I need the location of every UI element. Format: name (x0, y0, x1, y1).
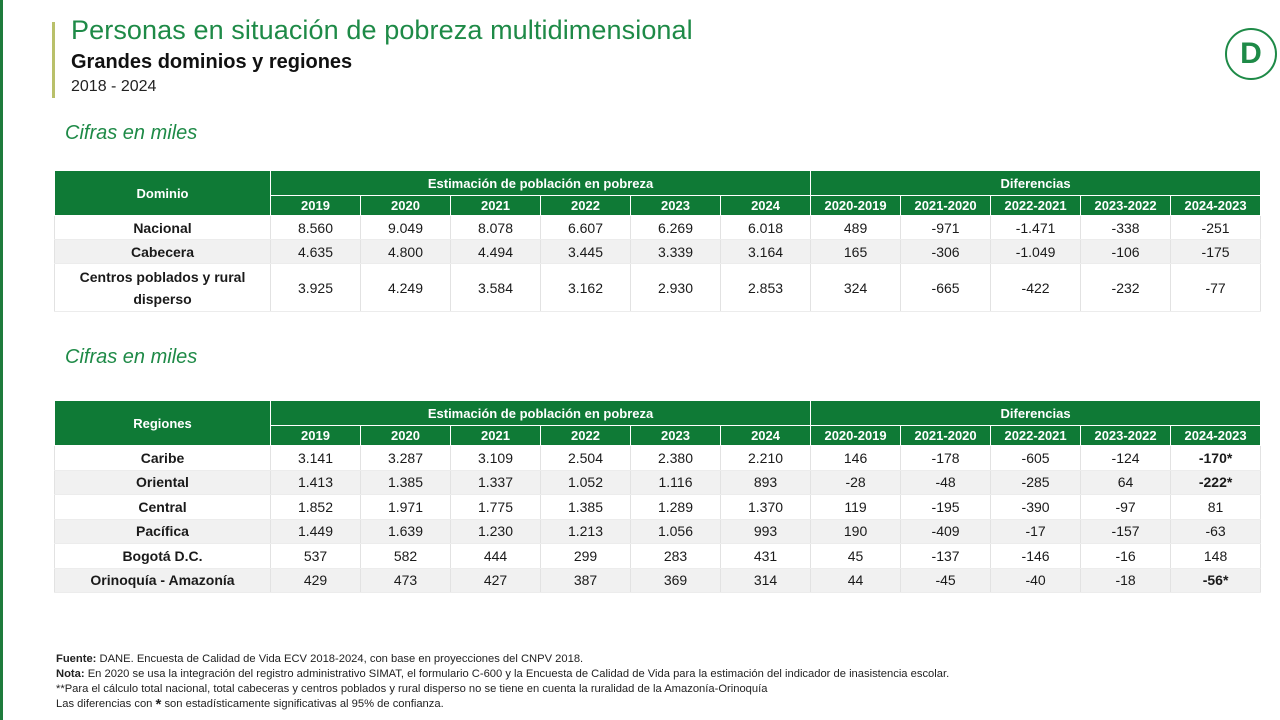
value-cell: 427 (451, 568, 541, 593)
value-cell: 9.049 (361, 216, 451, 240)
row-label: Orinoquía - Amazonía (55, 568, 271, 593)
value-cell: 1.052 (541, 470, 631, 495)
regions-table (54, 400, 1261, 593)
table-row (55, 470, 1261, 495)
difference-cell: -306 (901, 240, 991, 264)
value-cell: 2.930 (631, 264, 721, 312)
difference-cell: -77 (1171, 264, 1261, 312)
note-label: Nota: (56, 668, 85, 680)
value-cell: 1.385 (541, 495, 631, 520)
value-cell: 4.635 (271, 240, 361, 264)
table-row (55, 568, 1261, 593)
difference-cell: 119 (811, 495, 901, 520)
value-cell: 6.607 (541, 216, 631, 240)
value-cell: 1.775 (451, 495, 541, 520)
value-cell: 4.249 (361, 264, 451, 312)
difference-cell: -1.471 (991, 216, 1081, 240)
difference-cell: -18 (1081, 568, 1171, 593)
difference-header: 2021-2020 (901, 426, 991, 446)
note-text: En 2020 se usa la integración del registro administrativo SIMAT, el formulario C-600 y la Encuesta de Calidad de Vida para la estimación del indicador de inasistencia escolar. (84, 668, 950, 680)
value-cell: 429 (271, 568, 361, 593)
difference-cell: 165 (811, 240, 901, 264)
value-cell: 387 (541, 568, 631, 593)
difference-cell: 44 (811, 568, 901, 593)
significance-suffix: son estadísticamente significativas al 95% de confianza. (161, 698, 444, 710)
difference-header: 2023-2022 (1081, 196, 1171, 216)
difference-header: 2022-2021 (991, 196, 1081, 216)
difference-cell: -28 (811, 470, 901, 495)
difference-cell: 190 (811, 519, 901, 544)
difference-cell: -45 (901, 568, 991, 593)
year-header: 2021 (451, 196, 541, 216)
difference-cell: -106 (1081, 240, 1171, 264)
row-label: Bogotá D.C. (55, 544, 271, 569)
value-cell: 582 (361, 544, 451, 569)
value-cell: 1.449 (271, 519, 361, 544)
difference-cell: -338 (1081, 216, 1171, 240)
value-cell: 283 (631, 544, 721, 569)
difference-cell: -56* (1171, 568, 1261, 593)
year-header: 2023 (631, 426, 721, 446)
value-cell: 2.853 (721, 264, 811, 312)
source-note (56, 652, 949, 667)
difference-cell: -48 (901, 470, 991, 495)
value-cell: 3.584 (451, 264, 541, 312)
value-cell: 1.337 (451, 470, 541, 495)
difference-cell: -195 (901, 495, 991, 520)
value-cell: 431 (721, 544, 811, 569)
difference-cell: -146 (991, 544, 1081, 569)
differences-group-header: Diferencias (811, 171, 1261, 196)
value-cell: 537 (271, 544, 361, 569)
difference-header: 2024-2023 (1171, 196, 1261, 216)
value-cell: 3.339 (631, 240, 721, 264)
row-label: Centros poblados y rural disperso (55, 264, 271, 312)
row-label: Pacífica (55, 519, 271, 544)
value-cell: 1.116 (631, 470, 721, 495)
year-header: 2021 (451, 426, 541, 446)
difference-cell: 489 (811, 216, 901, 240)
difference-cell: -222* (1171, 470, 1261, 495)
value-cell: 2.380 (631, 446, 721, 471)
row-label: Cabecera (55, 240, 271, 264)
year-header: 2019 (271, 426, 361, 446)
difference-cell: -175 (1171, 240, 1261, 264)
estimate-group-header: Estimación de población en pobreza (271, 171, 811, 196)
difference-cell: -285 (991, 470, 1081, 495)
difference-cell: -232 (1081, 264, 1171, 312)
table-row (55, 519, 1261, 544)
difference-cell: -1.049 (991, 240, 1081, 264)
table-row (55, 240, 1261, 264)
difference-cell: -17 (991, 519, 1081, 544)
year-header: 2019 (271, 196, 361, 216)
value-cell: 3.162 (541, 264, 631, 312)
difference-cell: 81 (1171, 495, 1261, 520)
logo-letter: D (1240, 37, 1262, 70)
difference-cell: -605 (991, 446, 1081, 471)
significance-star: * (155, 696, 162, 713)
rurality-footnote: **Para el cálculo total nacional, total cabeceras y centros poblados y rural disperso no se tiene en cuenta la ruralidad de la Amazonía-Orinoquía (56, 683, 768, 695)
difference-header: 2022-2021 (991, 426, 1081, 446)
value-cell: 2.210 (721, 446, 811, 471)
significance-prefix: Las diferencias con (56, 698, 156, 710)
difference-cell: -40 (991, 568, 1081, 593)
table-row (55, 446, 1261, 471)
difference-header: 2020-2019 (811, 196, 901, 216)
value-cell: 444 (451, 544, 541, 569)
value-cell: 6.269 (631, 216, 721, 240)
value-cell: 1.852 (271, 495, 361, 520)
difference-cell: 64 (1081, 470, 1171, 495)
value-cell: 3.141 (271, 446, 361, 471)
value-cell: 1.971 (361, 495, 451, 520)
difference-cell: -390 (991, 495, 1081, 520)
differences-group-header: Diferencias (811, 401, 1261, 426)
table-row (55, 264, 1261, 312)
value-cell: 3.925 (271, 264, 361, 312)
page-title: Personas en situación de pobreza multidimensional (71, 15, 693, 45)
year-header: 2020 (361, 196, 451, 216)
footnotes (56, 652, 949, 712)
value-cell: 8.560 (271, 216, 361, 240)
value-cell: 1.413 (271, 470, 361, 495)
year-range: 2018 - 2024 (71, 78, 157, 95)
value-cell: 1.213 (541, 519, 631, 544)
row-label: Nacional (55, 216, 271, 240)
year-header: 2022 (541, 196, 631, 216)
value-cell: 1.056 (631, 519, 721, 544)
difference-cell: -170* (1171, 446, 1261, 471)
source-text: DANE. Encuesta de Calidad de Vida ECV 2018-2024, con base en proyecciones del CNPV 2018. (96, 653, 584, 665)
difference-cell: -63 (1171, 519, 1261, 544)
table-row (55, 216, 1261, 240)
value-cell: 893 (721, 470, 811, 495)
estimate-group-header: Estimación de población en pobreza (271, 401, 811, 426)
difference-cell: 324 (811, 264, 901, 312)
dane-logo (1225, 28, 1277, 80)
table-row (55, 544, 1261, 569)
significance-note (56, 697, 949, 712)
row-label: Central (55, 495, 271, 520)
year-header: 2022 (541, 426, 631, 446)
value-cell: 473 (361, 568, 451, 593)
domains-table (54, 170, 1261, 312)
page-subtitle: Grandes dominios y regiones (71, 51, 353, 73)
header-accent-bar (52, 22, 55, 98)
value-cell: 299 (541, 544, 631, 569)
difference-cell: -971 (901, 216, 991, 240)
value-cell: 1.385 (361, 470, 451, 495)
difference-cell: -178 (901, 446, 991, 471)
table-row (55, 495, 1261, 520)
left-accent-rule (0, 0, 3, 720)
difference-header: 2024-2023 (1171, 426, 1261, 446)
value-cell: 3.445 (541, 240, 631, 264)
value-cell: 993 (721, 519, 811, 544)
value-cell: 1.289 (631, 495, 721, 520)
difference-header: 2020-2019 (811, 426, 901, 446)
year-header: 2020 (361, 426, 451, 446)
units-label-regions: Cifras en miles (65, 346, 198, 368)
difference-cell: -97 (1081, 495, 1171, 520)
year-header: 2023 (631, 196, 721, 216)
difference-cell: -422 (991, 264, 1081, 312)
value-cell: 3.109 (451, 446, 541, 471)
value-cell: 1.230 (451, 519, 541, 544)
value-cell: 4.494 (451, 240, 541, 264)
value-cell: 6.018 (721, 216, 811, 240)
domain-column-header: Dominio (55, 171, 271, 216)
difference-header: 2023-2022 (1081, 426, 1171, 446)
value-cell: 8.078 (451, 216, 541, 240)
value-cell: 2.504 (541, 446, 631, 471)
row-label: Caribe (55, 446, 271, 471)
region-column-header: Regiones (55, 401, 271, 446)
value-cell: 4.800 (361, 240, 451, 264)
difference-cell: -124 (1081, 446, 1171, 471)
value-cell: 3.164 (721, 240, 811, 264)
year-header: 2024 (721, 196, 811, 216)
difference-cell: 146 (811, 446, 901, 471)
value-cell: 1.639 (361, 519, 451, 544)
method-note (56, 667, 949, 682)
difference-cell: -137 (901, 544, 991, 569)
year-header: 2024 (721, 426, 811, 446)
difference-cell: -665 (901, 264, 991, 312)
difference-header: 2021-2020 (901, 196, 991, 216)
difference-cell: -409 (901, 519, 991, 544)
value-cell: 3.287 (361, 446, 451, 471)
source-label: Fuente: (56, 653, 97, 665)
difference-cell: -157 (1081, 519, 1171, 544)
value-cell: 369 (631, 568, 721, 593)
units-label-domains: Cifras en miles (65, 122, 198, 144)
difference-cell: -251 (1171, 216, 1261, 240)
row-label: Oriental (55, 470, 271, 495)
value-cell: 1.370 (721, 495, 811, 520)
value-cell: 314 (721, 568, 811, 593)
difference-cell: -16 (1081, 544, 1171, 569)
difference-cell: 45 (811, 544, 901, 569)
difference-cell: 148 (1171, 544, 1261, 569)
